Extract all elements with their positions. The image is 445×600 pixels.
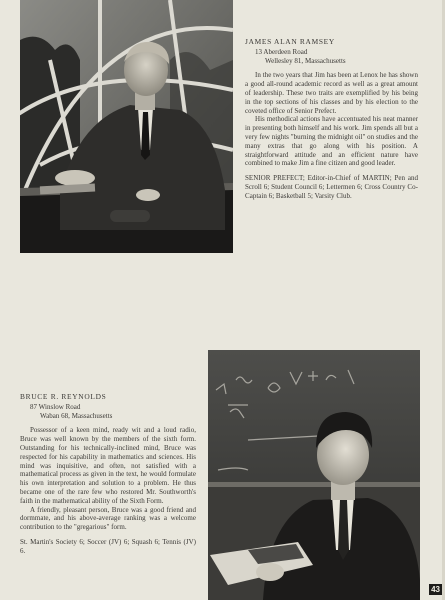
student-bio-reynolds	[20, 393, 196, 556]
bio-paragraph: Possessor of a keen mind, ready wit and a loud radio, Bruce was well known by the members of the sixth form. Outstanding for his technically-inclined mind, Bruce was respected for his capability in mathematics and sciences. His mind was inquisitive, and often, not satisfied with a mathematical process as given in the text, he would formulate his own interpretation and solution to a problem. He thus became one of the rare few who restored Mr. Southworth's faith in the mathematical ability of the Sixth Form.	[20, 426, 196, 505]
activities-list: St. Martin's Society 6; Soccer (JV) 6; Squash 6; Tennis (JV) 6.	[20, 537, 196, 555]
student-bio-ramsey	[245, 38, 418, 201]
bio-paragraph: A friendly, pleasant person, Bruce was a good friend and dormmate, and his above-average ranking was a welcome contribution to the "gregarious" form.	[20, 505, 196, 532]
student-address-line2: Wellesley 81, Massachusetts	[265, 56, 346, 65]
portrait-photo-reynolds	[208, 350, 420, 600]
student-name: BRUCE R. REYNOLDS	[20, 392, 107, 401]
portrait-photo-ramsey	[20, 0, 233, 253]
activities-list: SENIOR PREFECT; Editor-in-Chief of MARTIN; Pen and Scroll 6; Student Council 6; Lettermen 6; Cross Country Co-Captain 6; Basketball 5; Varsity Club.	[245, 174, 418, 200]
student-address-line1: 87 Winslow Road	[30, 402, 81, 411]
bio-paragraph: In the two years that Jim has been at Lenox he has shown a good all-round academic record as well as a great amount of leadership. These two traits are exemplified by his being in the top sections of his classes and by his election to the coveted office of Senior Prefect.	[245, 71, 418, 115]
student-address-line1: 13 Aberdeen Road	[255, 47, 308, 56]
bio-paragraph: His methodical actions have accentuated his neat manner in presenting both himself and his work. Jim spends all but a very few nights "burning the midnight oil" on studies and the many extras that go along with his position. A straightforward attitude and an efficient nature have combined to make Jim a fine citizen and good leader.	[245, 115, 418, 168]
student-address-line2: Waban 68, Massachusetts	[40, 411, 113, 420]
student-name: JAMES ALAN RAMSEY	[245, 37, 335, 46]
page-number: 43	[431, 585, 440, 594]
